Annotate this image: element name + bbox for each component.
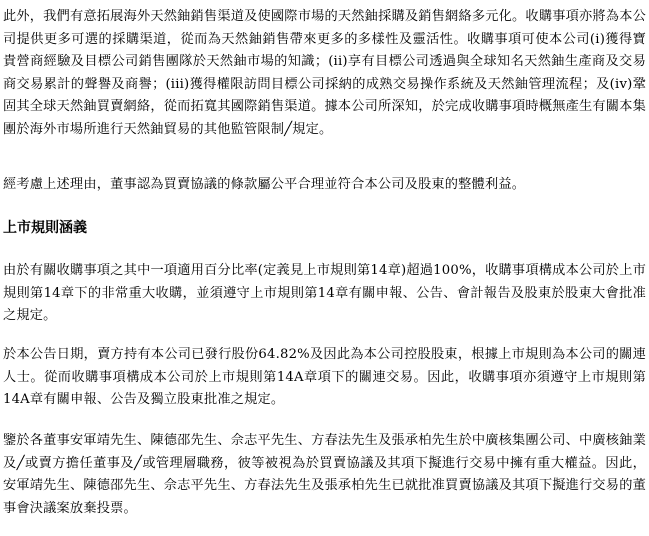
section-heading-listing-rules: 上市規則涵義 bbox=[3, 220, 87, 236]
paragraph-major-acquisition: 由於有關收購事項之其中一項適用百分比率(定義見上市規則第14章)超過100%，收購事項構成本公司於上市規則第14章下的非常重大收購，並須遵守上市規則第14章有關申報、公告、會計報告及股東於股東大會批准之規定。 bbox=[3, 263, 646, 324]
paragraph-abstention: 鑒於各董事安軍靖先生、陳德邵先生、佘志平先生、方春法先生及張承柏先生於中廣核集團公司、中廣核鈾業及╱或賣方擔任董事及╱或管理層職務，彼等被視為於買賣協議及其項下擬進行交易中擁有重大權益。因此，安軍靖先生、陳德邵先生、佘志平先生、方春法先生及張承柏先生已就批准買賣協議及其項下擬進行交易的董事會決議案放棄投票。 bbox=[3, 433, 646, 516]
paragraph-connected-transaction: 於本公告日期，賣方持有本公司已發行股份64.82%及因此為本公司控股股東，根據上市規則為本公司的關連人士。從而收購事項構成本公司於上市規則第14A章項下的關連交易。因此，收購事項亦須遵守上市規則第14A章有關申報、公告及獨立股東批准之規定。 bbox=[3, 347, 646, 408]
paragraph-directors-opinion: 經考慮上述理由，董事認為買賣協議的條款屬公平合理並符合本公司及股東的整體利益。 bbox=[3, 177, 526, 192]
paragraph-acquisition-benefits: 此外，我們有意拓展海外天然鈾銷售渠道及使國際市場的天然鈾採購及銷售網絡多元化。收購事項亦將為本公司提供更多可選的採購渠道，從而為天然鈾銷售帶來更多的多樣性及靈活性。收購事項可使本公司(i)獲得寶貴營商經驗及目標公司銷售團隊於天然鈾市場的知識；(ii)享有目標公司透過與全球知名天然鈾生產商及交易商交易累計的聲譽及商譽；(iii)獲得權限訪問目標公司採納的成熟交易操作系統及天然鈾管理流程；及(iv)鞏固其全球天然鈾買賣網絡，從而拓寬其國際銷售渠道。據本公司所深知，於完成收購事項時概無產生有關本集團於海外市場所進行天然鈾貿易的其他監管限制╱規定。 bbox=[3, 9, 646, 137]
